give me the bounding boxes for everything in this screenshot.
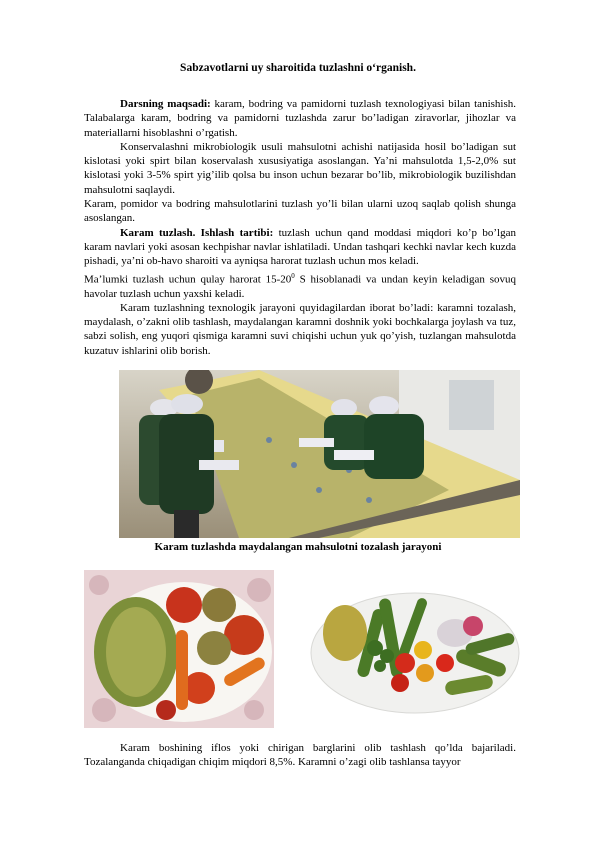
body-text-top: [84, 97, 516, 358]
body-text-bottom: [84, 741, 516, 770]
photo-caption: Karam tuzlashda maydalangan mahsulotni tozalash jarayoni: [154, 541, 442, 553]
paragraph-method: Konservalashni mikrobiologik usuli mahsulotni achishi natijasida hosil bo’ladigan sut kislotasi yoki spirt bilan koservalash xususiyatiga asoslangan. Ya’ni mahsulotda 1,5-2,0% sut kislotasi yoki 3-5% spirt yig’ilib qolsa bu inson uchun bezarar bo’lib, mikrobiologik buzilishdan mahsulotni saqlaydi.: [84, 140, 516, 196]
paragraph-procedure: [84, 226, 516, 269]
paragraph-temperature: Ma’lumki tuzlash uchun qulay harorat $15-20^0$ S hisoblanadi va undan keyin keladigan sovuq havolar tuzlash uchun yaxshi keladi.: [84, 271, 516, 300]
paragraph-cleaning: Karam boshining iflos yoki chirigan barglarini olib tashlash qo’lda bajariladi. Tozalanganda chiqadigan chiqim miqdori 8,5%. Karamni o’zagi olib tashlansa tayyor: [84, 742, 516, 769]
procedure-text: tuzlash uchun qand moddasi miqdori ko’p bo’lgan karam navlari yoki asosan kechpishar navlar ishlatiladi. Undan tashqari kechki navlar kech kuzda pishadi, ya’ni ob-havo sharoiti va ayniqsa harorat tuzlash uchun mos keladi.: [84, 226, 516, 268]
pickled-vegetables-plate-photo: [84, 570, 274, 728]
document-title: Sabzavotlarni uy sharoitida tuzlashni o‘rganish.: [180, 62, 416, 74]
objective-label: Darsning maqsadi:: [120, 98, 211, 110]
paragraph-objective: [84, 97, 516, 140]
assorted-pickles-plate-photo: [305, 578, 522, 718]
paragraph-process: Karam tuzlashning texnologik jarayoni quyidagilardan iborat bo’ladi: karamni tozalash, maydalash, o’zakni olib tashlash, maydalangan karamni doshnik yoki bochkalarga joylash va tuz, sabzi solish, eng yuqori qismiga karamni suvi chiqishi uchun yuk qo’yish, tuzlangan mahsulotda kuzatuv ishlarini olib borish.: [84, 301, 516, 357]
factory-cabbage-cleaning-photo: [119, 370, 520, 538]
procedure-label: Karam tuzlash. Ishlash tartibi:: [120, 226, 274, 239]
paragraph-basis: Karam, pomidor va bodring mahsulotlarini tuzlash yo’li bilan ularni uzoq saqlab qolish shunga asoslangan.: [84, 198, 516, 225]
objective-text: karam, bodring va pamidorni tuzlash texnologiyasi bilan tanishish. Talabalarga karam, bodring va pamidorni tuzlashda zarur bo’ladigan ziravorlar, jihozlar va materiallarni hisoblashni o’rgatish.: [84, 98, 516, 139]
